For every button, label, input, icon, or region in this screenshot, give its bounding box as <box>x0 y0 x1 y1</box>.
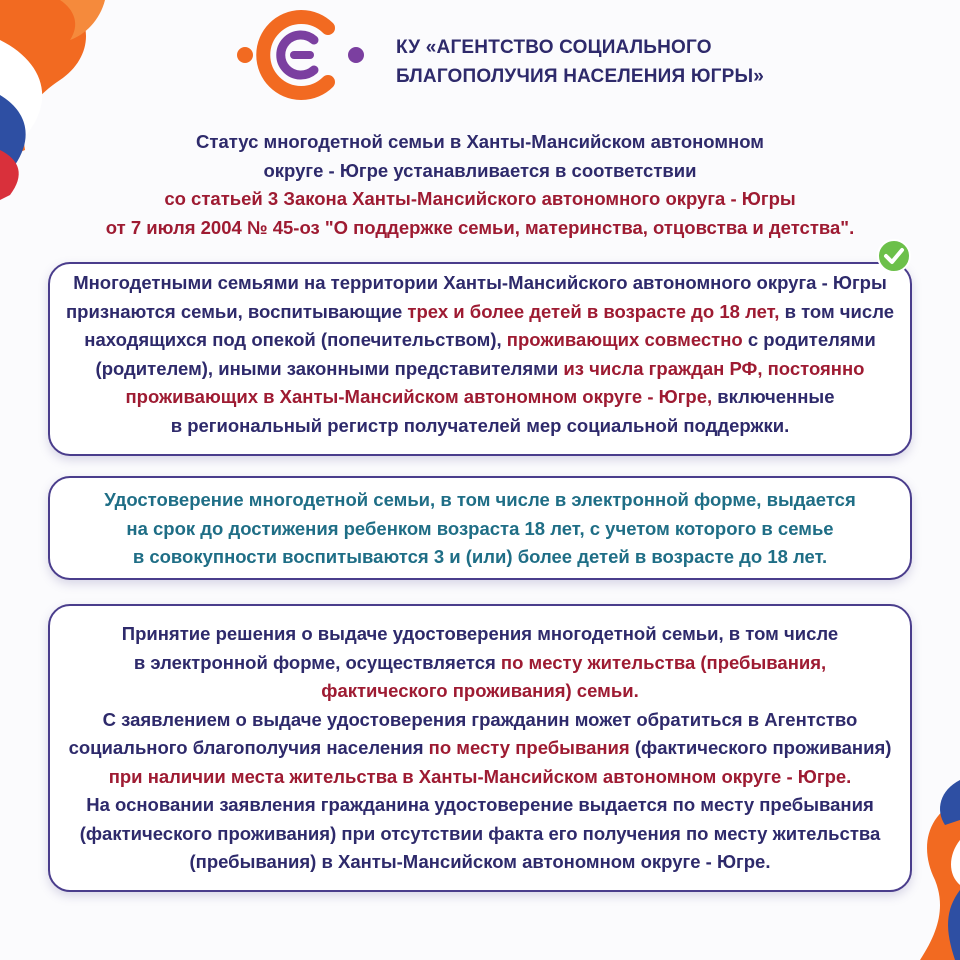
card1-line6: в региональный регистр получателей мер социальной поддержки. <box>170 414 790 436</box>
card1-line4 <box>50 355 910 384</box>
organization-name-line2: БЛАГОПОЛУЧИЯ НАСЕЛЕНИЯ ЮГРЫ» <box>396 66 765 87</box>
card1-line3 <box>50 326 910 355</box>
agency-logo-icon <box>228 8 378 108</box>
card3-line5-b: по месту пребывания <box>428 737 630 758</box>
card2-line1: Удостоверение многодетной семьи, в том числе в электронной форме, выдается <box>104 489 856 510</box>
card3-line9: (пребывания) в Ханты-Мансийском автономном округе - Югре. <box>189 851 771 872</box>
card1-line2-c: в том числе <box>779 300 894 322</box>
card3-line6: при наличии места жительства в Ханты-Мансийском автономном округе - Югре. <box>108 765 852 787</box>
card1-line3-b: проживающих совместно <box>506 329 743 350</box>
card3-line2-a: в электронной форме, осуществляется <box>133 651 501 673</box>
organization-name <box>396 33 764 91</box>
card3-line8: (фактического проживания) при отсутствии факта его получения по месту жительства <box>79 822 881 844</box>
card1-line2-b: трех и более детей в возрасте до 18 лет, <box>407 300 780 322</box>
card3-line2-b: по месту жительства (пребывания, <box>500 651 827 673</box>
large-family-definition-card <box>48 262 912 456</box>
organization-name-line1: КУ «АГЕНТСТВО СОЦИАЛЬНОГО <box>396 37 712 58</box>
card3-line5 <box>50 734 910 763</box>
intro-line4: от 7 июля 2004 № 45-оз "О поддержке семьи, материнства, отцовства и детства". <box>105 216 855 238</box>
intro-text <box>60 128 900 242</box>
card1-line5 <box>50 383 910 412</box>
card1-line2-a: признаются семьи, воспитывающие <box>65 300 408 322</box>
card1-line4-a: (родителем), иными законными представителями <box>95 357 564 379</box>
card2-line3: в совокупности воспитываются 3 и (или) более детей в возрасте до 18 лет. <box>132 546 828 567</box>
card1-line4-b: из числа граждан РФ, постоянно <box>563 357 865 379</box>
certificate-issuance-card <box>48 604 912 892</box>
card1-line1: Многодетными семьями на территории Ханты-Мансийского автономного округа - Югры <box>73 272 887 293</box>
card3-line5-a: социального благополучия населения <box>68 737 429 758</box>
card1-line3-c: с родителями <box>742 329 876 350</box>
card1-line2 <box>50 298 910 327</box>
card3-line4: С заявлением о выдаче удостоверения гражданин может обратиться в Агентство <box>102 708 858 730</box>
card3-line5-c: (фактического проживания) <box>629 737 892 758</box>
agency-logo <box>228 8 378 108</box>
checkmark-icon <box>876 238 912 274</box>
card1-line5-b: включенные <box>712 386 835 407</box>
card3-line7: На основании заявления гражданина удостоверение выдается по месту пребывания <box>86 794 874 815</box>
card3-line2 <box>50 649 910 678</box>
intro-line2: округе - Югре устанавливается в соответствии <box>263 159 697 181</box>
card3-line3: фактического проживания) семьи. <box>321 680 639 701</box>
intro-line3: со статьей 3 Закона Ханты-Мансийского автономного округа - Югры <box>164 188 796 209</box>
intro-line1: Статус многодетной семьи в Ханты-Мансийском автономном <box>196 131 764 152</box>
card1-line3-a: находящихся под опекой (попечительством), <box>84 329 507 350</box>
card1-line5-a: проживающих в Ханты-Мансийском автономном округе - Югре, <box>125 386 713 407</box>
card3-line1: Принятие решения о выдаче удостоверения многодетной семьи, в том числе <box>121 623 839 644</box>
certificate-term-card <box>48 476 912 580</box>
card2-line2: на срок до достижения ребенком возраста 18 лет, с учетом которого в семье <box>126 517 834 539</box>
